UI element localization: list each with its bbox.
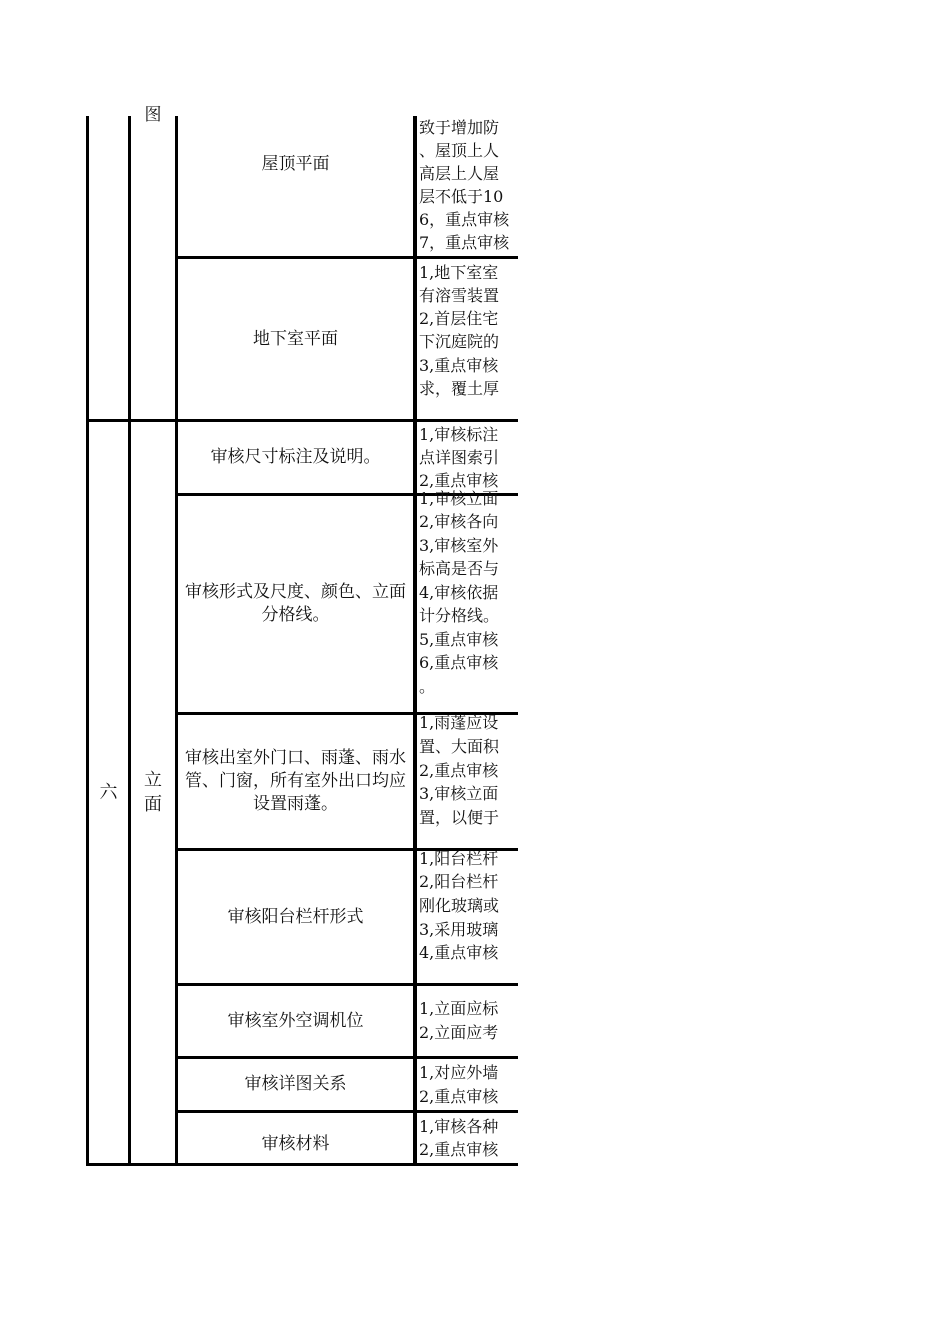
detail-line: 6,重点审核 xyxy=(419,653,499,672)
detail-line: 标高是否与 xyxy=(419,559,500,578)
detail-line: 4,审核依据 xyxy=(419,583,499,602)
detail-line: 求，覆土厚 xyxy=(419,379,500,398)
detail-line: 高层上人屋 xyxy=(419,164,500,183)
item-cell: 审核材料 xyxy=(261,1134,330,1154)
detail-line: 2,阳台栏杆 xyxy=(419,872,499,891)
detail-line: 4,重点审核 xyxy=(419,943,499,962)
detail-line: 2,审核各向 xyxy=(419,512,499,531)
spreadsheet-region xyxy=(86,105,518,1166)
detail-line: 3,审核立面 xyxy=(419,784,499,803)
detail-line: 1,地下室室 xyxy=(419,263,499,282)
detail-line: 1,审核标注 xyxy=(419,425,499,444)
detail-line: 置、大面积 xyxy=(419,737,500,756)
detail-line: 1,对应外墙 xyxy=(419,1063,499,1082)
item-cell: 地下室平面 xyxy=(253,328,338,349)
detail-line: 3,审核室外 xyxy=(419,536,499,555)
border-bottom xyxy=(86,1163,518,1166)
detail-cell xyxy=(418,422,518,493)
border-col3 xyxy=(413,116,417,1166)
detail-cell xyxy=(418,851,518,983)
detail-cell xyxy=(418,489,518,712)
detail-line: 2,重点审核 xyxy=(419,761,499,780)
detail-cell xyxy=(418,1113,518,1163)
section-label-fragment: 图 xyxy=(144,105,162,125)
section-number: 六 xyxy=(99,782,118,803)
detail-line: 1,立面应标 xyxy=(419,999,499,1018)
detail-line: 2,重点审核 xyxy=(419,1140,499,1159)
item-cell: 审核出室外门口、雨蓬、雨水管、门窗，所有室外出口均应设置雨蓬。 xyxy=(185,748,406,814)
detail-line: 1,审核各种 xyxy=(419,1117,499,1136)
detail-line: 。 xyxy=(419,677,436,696)
detail-line: 3,重点审核 xyxy=(419,356,499,375)
detail-line: 、屋顶上人 xyxy=(419,141,500,160)
section-label: 立 面 xyxy=(144,769,162,815)
detail-line: 1,审核立面 xyxy=(419,489,499,508)
detail-line: 致于增加防 xyxy=(419,118,500,137)
detail-line: 7，重点审核 xyxy=(419,233,510,252)
detail-cell xyxy=(418,986,518,1056)
item-cell: 审核尺寸标注及说明。 xyxy=(210,447,381,467)
detail-cell xyxy=(418,116,518,256)
detail-cell xyxy=(418,1059,518,1110)
detail-line: 下沉庭院的 xyxy=(419,332,500,351)
detail-line: 3,采用玻璃 xyxy=(419,920,499,939)
detail-cell xyxy=(418,259,518,419)
detail-line: 有溶雪装置 xyxy=(419,286,500,305)
item-cell: 审核室外空调机位 xyxy=(227,1010,364,1031)
detail-cell xyxy=(418,715,518,848)
detail-line: 1,阳台栏杆 xyxy=(419,849,499,868)
detail-line: 6，重点审核 xyxy=(419,210,510,229)
detail-line: 2,立面应考 xyxy=(419,1023,499,1042)
detail-line: 计分格线。 xyxy=(419,606,500,625)
item-cell: 屋顶平面 xyxy=(261,154,330,174)
detail-line: 5,重点审核 xyxy=(419,630,499,649)
item-cell: 审核详图关系 xyxy=(244,1074,347,1094)
detail-line: 2,首层住宅 xyxy=(419,309,499,328)
item-cell: 审核形式及尺度、颜色、立面分格线。 xyxy=(185,582,406,625)
detail-line: 刚化玻璃或 xyxy=(419,896,500,915)
detail-line: 点详图索引 xyxy=(419,448,500,467)
detail-line: 2,重点审核 xyxy=(419,1087,499,1106)
detail-line: 2,重点审核 xyxy=(419,471,499,490)
detail-line: 层不低于10 xyxy=(419,187,504,206)
detail-line: 1,雨蓬应设 xyxy=(419,713,499,732)
item-cell: 审核阳台栏杆形式 xyxy=(227,906,364,927)
detail-line: 置，以便于 xyxy=(419,808,500,827)
